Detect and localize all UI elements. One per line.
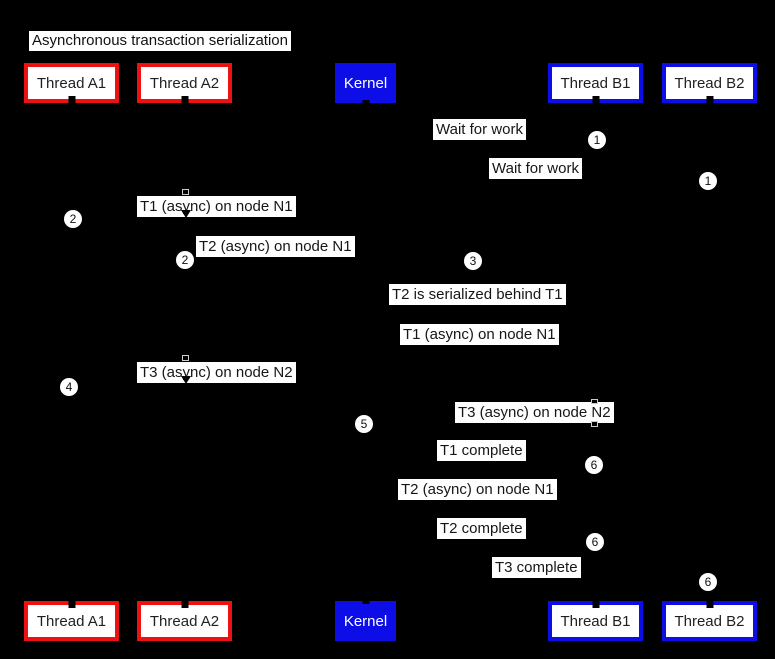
- actor-label: Kernel: [343, 74, 388, 92]
- message-label-wait-for-work-2: Wait for work: [489, 158, 582, 179]
- step-circle-1: 1: [699, 172, 717, 190]
- actor-label: Thread B1: [560, 74, 631, 92]
- lifeline-notch: [181, 601, 188, 608]
- message-label-t1-async-1: T1 (async) on node N1: [137, 196, 296, 217]
- lifeline-stub-mark: [182, 355, 189, 361]
- actor-label: Kernel: [343, 612, 388, 630]
- actor-box-thread-a2-bottom: [137, 601, 232, 641]
- lifeline-notch: [362, 100, 369, 107]
- lifeline-stub-mark: [591, 421, 598, 427]
- diagram-title: Asynchronous transaction serialization: [29, 31, 291, 51]
- step-circle-6: 6: [699, 573, 717, 591]
- actor-box-thread-a1-top: [24, 63, 119, 103]
- actor-box-thread-b1-top: [548, 63, 643, 103]
- actor-box-kernel-top: [335, 63, 396, 103]
- step-circle-4: 4: [60, 378, 78, 396]
- message-label-t1-async-2: T1 (async) on node N1: [400, 324, 559, 345]
- lifeline-notch: [68, 96, 75, 103]
- actor-box-thread-b2-bottom: [662, 601, 757, 641]
- message-label-t2-serialized: T2 is serialized behind T1: [389, 284, 566, 305]
- message-label-t2-async-1: T2 (async) on node N1: [196, 236, 355, 257]
- lifeline-notch: [592, 96, 599, 103]
- message-label-wait-for-work-1: Wait for work: [433, 119, 526, 140]
- lifeline-notch: [706, 96, 713, 103]
- lifeline-notch: [68, 601, 75, 608]
- message-label-t3-async-2: T3 (async) on node N2: [455, 402, 614, 423]
- actor-box-thread-a2-top: [137, 63, 232, 103]
- actor-label: Thread A2: [149, 612, 220, 630]
- step-circle-6: 6: [586, 533, 604, 551]
- lifeline-notch: [592, 601, 599, 608]
- actor-label: Thread B2: [674, 74, 745, 92]
- lifeline-notch: [362, 597, 369, 604]
- message-label-t1-complete: T1 complete: [437, 440, 526, 461]
- message-label-t2-complete: T2 complete: [437, 518, 526, 539]
- actor-label: Thread A2: [149, 74, 220, 92]
- step-circle-2: 2: [176, 251, 194, 269]
- step-circle-6: 6: [585, 456, 603, 474]
- lifeline-stub-mark: [591, 399, 598, 404]
- lifeline-notch: [706, 601, 713, 608]
- actor-label: Thread A1: [36, 612, 107, 630]
- step-circle-3: 3: [464, 252, 482, 270]
- message-label-t3-complete: T3 complete: [492, 557, 581, 578]
- arrowhead-mark: [181, 210, 191, 218]
- message-label-t2-async-2: T2 (async) on node N1: [398, 479, 557, 500]
- actor-label: Thread A1: [36, 74, 107, 92]
- actor-box-kernel-bottom: [335, 601, 396, 641]
- actor-label: Thread B1: [560, 612, 631, 630]
- actor-label: Thread B2: [674, 612, 745, 630]
- lifeline-notch: [181, 96, 188, 103]
- actor-box-thread-b1-bottom: [548, 601, 643, 641]
- arrowhead-mark: [181, 376, 191, 384]
- message-label-t3-async-1: T3 (async) on node N2: [137, 362, 296, 383]
- actor-box-thread-b2-top: [662, 63, 757, 103]
- lifeline-stub-mark: [182, 189, 189, 195]
- step-circle-1: 1: [588, 131, 606, 149]
- step-circle-2: 2: [64, 210, 82, 228]
- step-circle-5: 5: [355, 415, 373, 433]
- actor-box-thread-a1-bottom: [24, 601, 119, 641]
